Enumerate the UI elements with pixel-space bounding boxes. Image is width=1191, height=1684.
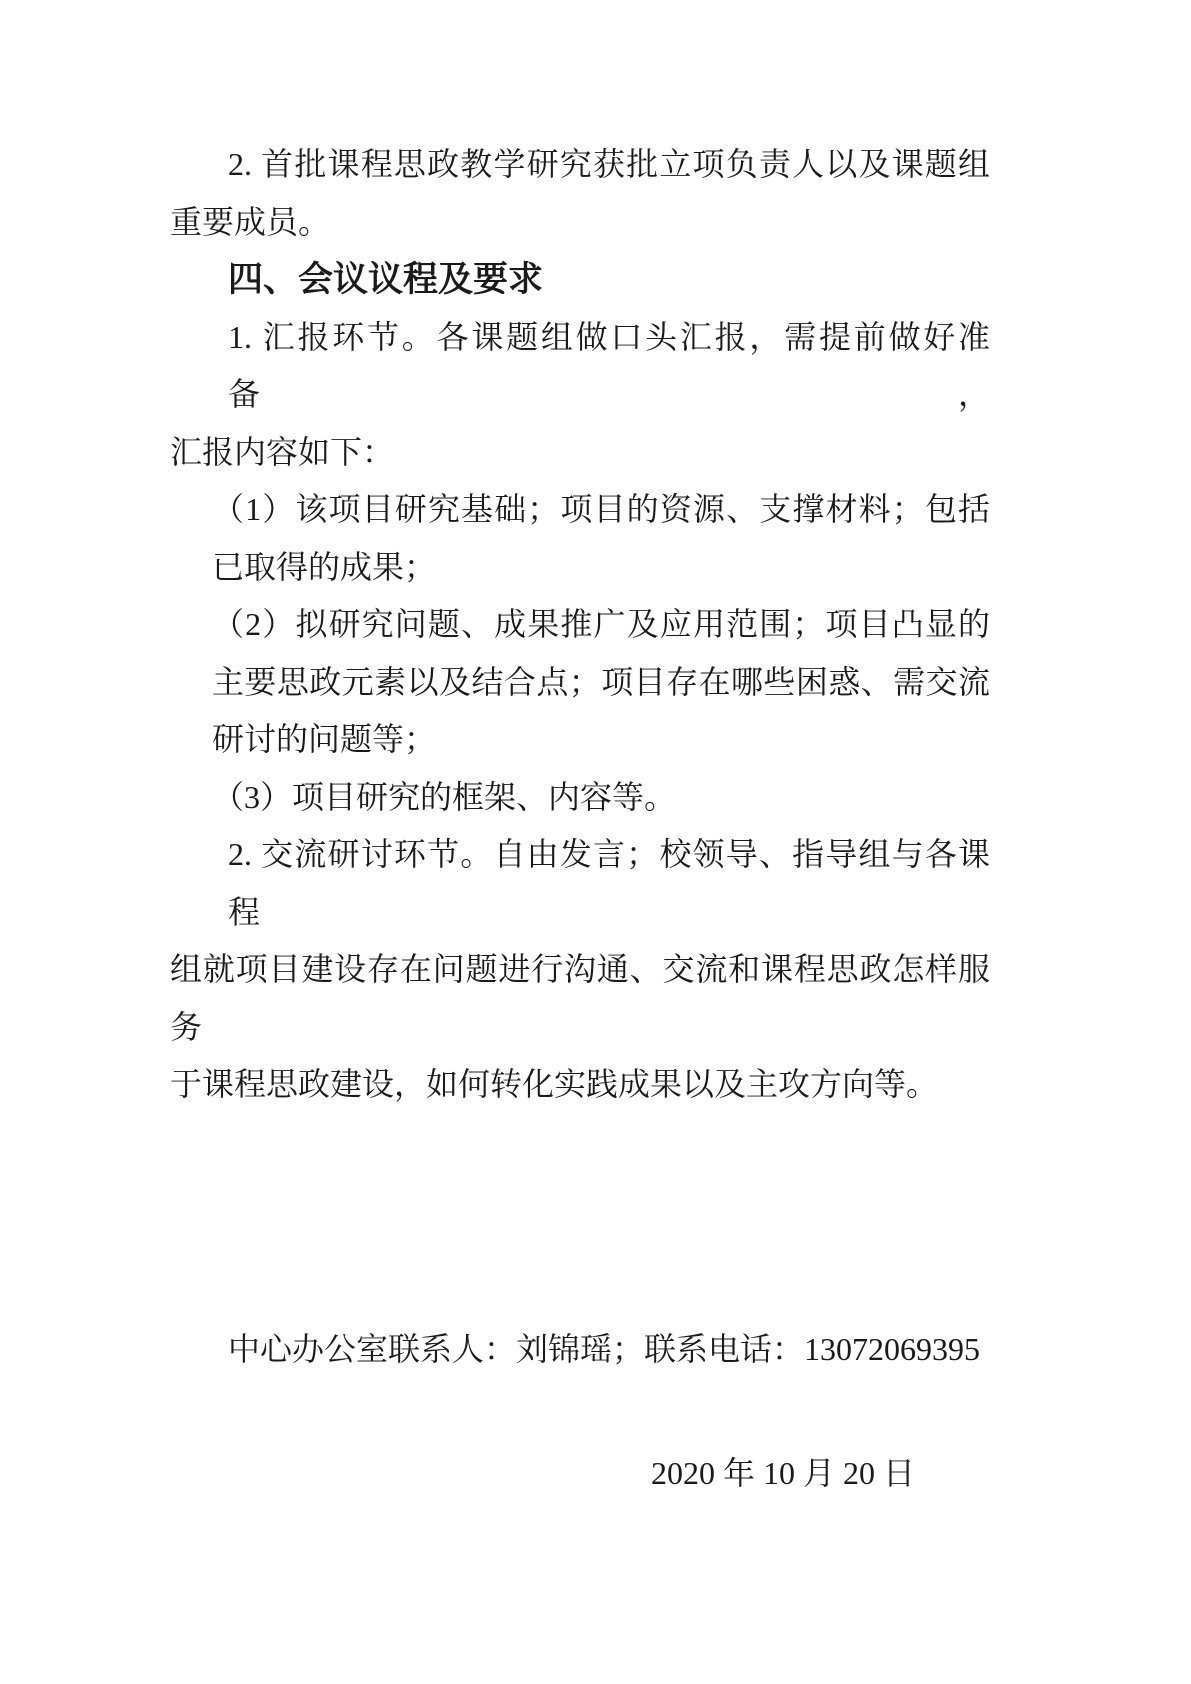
date-line: 2020 年 10 月 20 日 xyxy=(650,1455,915,1491)
point1-line2: 已取得的成果； xyxy=(212,548,437,585)
point1-line1: （1）该项目研究基础；项目的资源、支撑材料；包括 xyxy=(212,491,990,527)
para-item2-line1: 2. 首批课程思政教学研究获批立项负责人以及课题组 xyxy=(228,146,990,182)
para-discussion-line2: 组就项目建设存在问题进行沟通、交流和课程思政怎样服务 xyxy=(170,951,990,1045)
contact-line: 中心办公室联系人：刘锦瑶；联系电话：13072069395 xyxy=(228,1330,981,1367)
point2-line1: （2）拟研究问题、成果推广及应用范围；项目凸显的 xyxy=(212,606,990,642)
section-heading: 四、会议议程及要求 xyxy=(228,260,544,299)
para-report-line2: 汇报内容如下： xyxy=(170,433,395,470)
point3-line: （3）项目研究的框架、内容等。 xyxy=(212,778,677,815)
para-discussion-line3: 于课程思政建设，如何转化实践成果以及主攻方向等。 xyxy=(170,1066,939,1102)
point2-line3: 研讨的问题等； xyxy=(212,721,437,757)
document-body xyxy=(170,136,990,1503)
para-item2-line2: 重要成员。 xyxy=(170,203,331,240)
para-report-line1: 1. 汇报环节。各课题组做口头汇报，需提前做好准备， xyxy=(228,318,990,412)
point2-line2: 主要思政元素以及结合点；项目存在哪些困惑、需交流 xyxy=(212,663,990,700)
para-discussion-line1: 2. 交流研讨环节。自由发言；校领导、指导组与各课程 xyxy=(228,836,990,930)
